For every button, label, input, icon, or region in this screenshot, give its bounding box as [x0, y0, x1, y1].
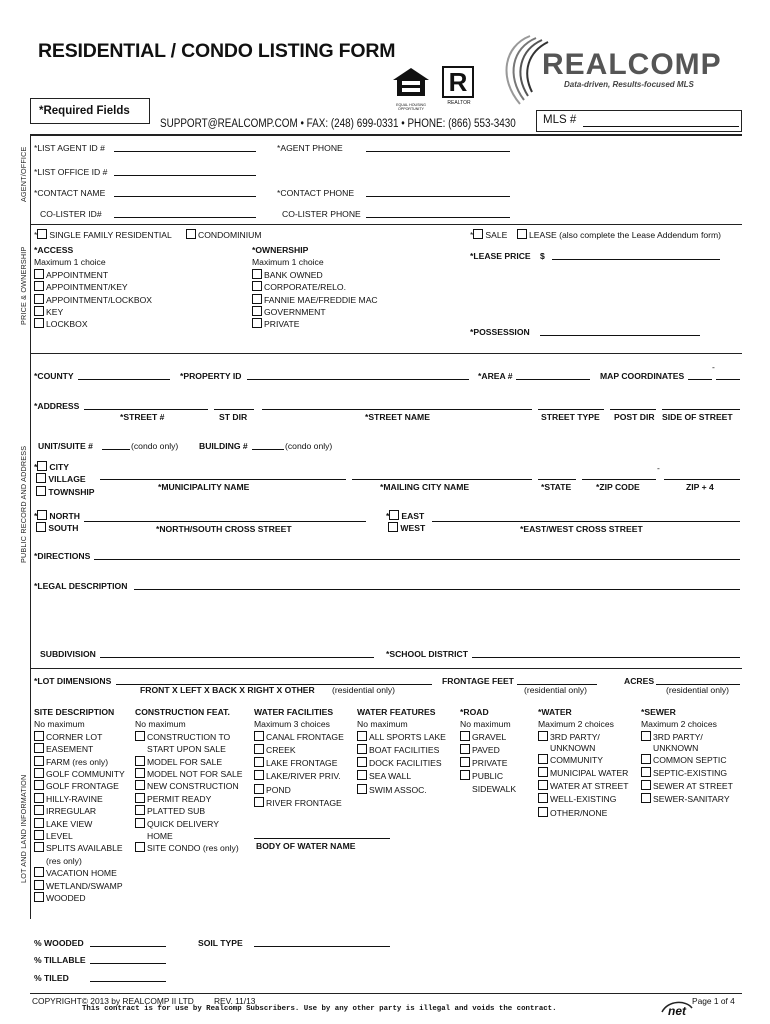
- site-checkbox[interactable]: [34, 743, 44, 753]
- page-number: Page 1 of 4: [692, 996, 735, 1006]
- post-dir-caption: POST DIR: [614, 412, 655, 422]
- unit-suite-label: UNIT/SUITE #: [38, 441, 93, 451]
- agent-phone-label: *AGENT PHONE: [277, 143, 343, 153]
- ns-cross-street-caption: *NORTH/SOUTH CROSS STREET: [156, 524, 292, 534]
- list-office-id-label: *LIST OFFICE ID #: [34, 167, 108, 177]
- road-option-cont: SIDEWALK: [472, 783, 517, 794]
- ownership-checkbox[interactable]: [252, 306, 262, 316]
- township-checkbox[interactable]: [36, 486, 46, 496]
- realcomp-logo: [490, 30, 740, 110]
- road-subtitle: No maximum: [460, 719, 511, 730]
- water-feature-checkbox[interactable]: [357, 757, 367, 767]
- street-number-input[interactable]: [84, 409, 208, 410]
- village-option[interactable]: VILLAGE: [34, 473, 95, 485]
- construction-option-cont: HOME: [147, 831, 173, 842]
- sewer-checkbox[interactable]: [641, 754, 651, 764]
- realcomp-name: REALCOMP: [542, 48, 722, 81]
- construction-checkbox[interactable]: [135, 780, 145, 790]
- road-option[interactable]: PRIVATE: [460, 757, 516, 770]
- water-facility-option[interactable]: CANAL FRONTAGE: [254, 731, 344, 744]
- access-checkbox[interactable]: [34, 294, 44, 304]
- area-label: *AREA #: [478, 371, 513, 381]
- road-checkbox[interactable]: [460, 744, 470, 754]
- colister-id-input[interactable]: [114, 217, 256, 218]
- colister-phone-label: CO-LISTER PHONE: [282, 209, 361, 219]
- list-agent-id-input[interactable]: [114, 151, 256, 152]
- sewer-checkbox[interactable]: [641, 731, 651, 741]
- sewer-group: [641, 706, 733, 807]
- construction-checkbox[interactable]: [135, 731, 145, 741]
- mls-input-line[interactable]: [583, 126, 739, 127]
- access-subtitle: Maximum 1 choice: [34, 257, 106, 268]
- divider-address-top: [30, 353, 742, 354]
- municipality-input[interactable]: [100, 479, 346, 480]
- building-label: BUILDING #: [199, 441, 248, 451]
- water-checkbox[interactable]: [538, 807, 548, 817]
- side-label-address: PUBLIC RECORD AND ADDRESS: [19, 445, 28, 563]
- water-option[interactable]: OTHER/NONE: [538, 807, 628, 820]
- water-facility-checkbox[interactable]: [254, 784, 264, 794]
- contact-phone-label: *CONTACT PHONE: [277, 188, 355, 198]
- east-west-group: [386, 510, 425, 535]
- construction-option[interactable]: SITE CONDO (res only): [135, 842, 243, 854]
- site-checkbox[interactable]: [34, 756, 44, 766]
- road-checkbox[interactable]: [460, 770, 470, 780]
- water-features-subtitle: No maximum: [357, 719, 408, 730]
- sewer-checkbox[interactable]: [641, 780, 651, 790]
- directions-input[interactable]: [94, 559, 740, 560]
- water-option-cont: UNKNOWN: [550, 742, 596, 753]
- lot-dimensions-note: (residential only): [332, 685, 396, 695]
- construction-title: CONSTRUCTION FEAT.: [135, 707, 230, 717]
- road-title: *ROAD: [460, 707, 489, 717]
- street-name-caption: *STREET NAME: [365, 412, 430, 422]
- road-checkbox[interactable]: [460, 731, 470, 741]
- construction-subtitle: No maximum: [135, 719, 186, 730]
- pct-wooded-input[interactable]: [90, 946, 166, 947]
- access-option[interactable]: APPOINTMENT: [34, 269, 152, 281]
- ownership-option[interactable]: CORPORATE/RELO.: [252, 281, 378, 293]
- construction-option[interactable]: PLATTED SUB: [135, 805, 243, 817]
- city-checkbox[interactable]: [37, 461, 47, 471]
- type-condominium[interactable]: CONDOMINIUM: [186, 229, 262, 240]
- site-description-group: [34, 706, 125, 905]
- water-option[interactable]: MUNICIPAL WATER: [538, 767, 628, 780]
- street-number-caption: *STREET #: [120, 412, 165, 422]
- municipality-caption: *MUNICIPALITY NAME: [158, 482, 250, 492]
- zip-input[interactable]: [582, 479, 656, 480]
- road-checkbox[interactable]: [460, 757, 470, 767]
- road-option[interactable]: PUBLIC: [460, 770, 516, 783]
- north-option[interactable]: * NORTH: [34, 511, 80, 521]
- school-district-label: *SCHOOL DISTRICT: [386, 649, 468, 659]
- agent-phone-input[interactable]: [366, 151, 510, 152]
- construction-option[interactable]: NEW CONSTRUCTION: [135, 780, 243, 792]
- condominium-checkbox[interactable]: [186, 229, 196, 239]
- access-checkbox[interactable]: [34, 269, 44, 279]
- sewer-option-cont: UNKNOWN: [653, 742, 699, 753]
- mailing-city-caption: *MAILING CITY NAME: [380, 482, 470, 492]
- water-feature-option[interactable]: ALL SPORTS LAKE: [357, 731, 446, 744]
- possession-label: *POSSESSION: [470, 327, 530, 337]
- ownership-title: *OWNERSHIP: [252, 245, 309, 255]
- construction-option[interactable]: CONSTRUCTION TO: [135, 731, 243, 743]
- side-label-price: PRICE & OWNERSHIP: [19, 246, 28, 325]
- subdivision-input[interactable]: [100, 657, 374, 658]
- property-id-input[interactable]: [247, 379, 469, 380]
- water-facility-checkbox[interactable]: [254, 744, 264, 754]
- water-facilities-subtitle: Maximum 3 choices: [254, 719, 330, 730]
- water-option[interactable]: WELL-EXISTING: [538, 793, 628, 806]
- water-feature-option[interactable]: SEA WALL: [357, 770, 446, 783]
- mailing-city-input[interactable]: [352, 479, 532, 480]
- site-option[interactable]: WETLAND/SWAMP: [34, 880, 125, 892]
- mls-box[interactable]: [536, 110, 742, 132]
- usage-notice: This contract is for use by Realcomp Subscribers. Use by any other party is illegal and voids the contract.: [82, 1005, 557, 1013]
- ownership-option[interactable]: GOVERNMENT: [252, 306, 378, 318]
- site-option[interactable]: CORNER LOT: [34, 731, 125, 743]
- construction-option-cont: START UPON SALE: [147, 744, 226, 755]
- water-facility-checkbox[interactable]: [254, 757, 264, 767]
- divider-agent-top: [30, 134, 742, 136]
- construction-option[interactable]: MODEL FOR SALE: [135, 756, 243, 768]
- water-feature-checkbox[interactable]: [357, 744, 367, 754]
- water-facility-option[interactable]: LAKE/RIVER PRIV.: [254, 770, 344, 783]
- sewer-title: *SEWER: [641, 707, 676, 717]
- site-checkbox[interactable]: [34, 731, 44, 741]
- road-group: [460, 706, 516, 795]
- ownership-checkbox[interactable]: [252, 294, 262, 304]
- site-option[interactable]: HILLY-RAVINE: [34, 793, 125, 805]
- ownership-option[interactable]: PRIVATE: [252, 318, 378, 330]
- water-subtitle: Maximum 2 choices: [538, 719, 614, 730]
- water-facility-option[interactable]: LAKE FRONTAGE: [254, 757, 344, 770]
- water-feature-checkbox[interactable]: [357, 784, 367, 794]
- site-option[interactable]: LAKE VIEW: [34, 818, 125, 830]
- water-feature-checkbox[interactable]: [357, 770, 367, 780]
- sewer-option[interactable]: SEWER-SANITARY: [641, 793, 733, 806]
- sewer-option[interactable]: 3RD PARTY/: [641, 731, 733, 743]
- sewer-option[interactable]: COMMON SEPTIC: [641, 754, 733, 767]
- sewer-checkbox[interactable]: [641, 793, 651, 803]
- school-district-input[interactable]: [472, 657, 740, 658]
- list-agent-id-label: *LIST AGENT ID #: [34, 143, 105, 153]
- water-features-title: WATER FEATURES: [357, 707, 436, 717]
- net-logo: [660, 998, 694, 1024]
- water-facilities-title: WATER FACILITIES: [254, 707, 334, 717]
- water-checkbox[interactable]: [538, 767, 548, 777]
- ownership-checkbox[interactable]: [252, 281, 262, 291]
- listing-lease[interactable]: LEASE (also complete the Lease Addendum form): [517, 229, 721, 240]
- map-coordinates-input-a[interactable]: [688, 379, 712, 380]
- street-dir-caption: ST DIR: [219, 412, 248, 422]
- body-of-water-input[interactable]: [254, 838, 390, 839]
- county-input[interactable]: [78, 379, 170, 380]
- ew-cross-street-input[interactable]: [432, 521, 740, 522]
- side-of-street-caption: SIDE OF STREET: [662, 412, 733, 422]
- east-checkbox[interactable]: [389, 510, 399, 520]
- pct-wooded-label: % WOODED: [34, 938, 84, 948]
- water-facilities-group: [254, 706, 344, 810]
- map-coordinates-dash: -: [712, 362, 715, 372]
- subdivision-label: SUBDIVISION: [40, 649, 96, 659]
- access-title: *ACCESS: [34, 245, 74, 255]
- water-feature-option[interactable]: BOAT FACILITIES: [357, 744, 446, 757]
- construction-group: [135, 706, 243, 855]
- water-title: *WATER: [538, 707, 572, 717]
- colister-phone-input[interactable]: [366, 217, 510, 218]
- frontage-order-caption: FRONT X LEFT X BACK X RIGHT X OTHER: [140, 685, 315, 695]
- site-option[interactable]: WOODED: [34, 892, 125, 904]
- road-option[interactable]: GRAVEL: [460, 731, 516, 744]
- legal-description-label: *LEGAL DESCRIPTION: [34, 581, 128, 591]
- street-name-input[interactable]: [262, 409, 532, 410]
- pct-tillable-label: % TILLABLE: [34, 955, 86, 965]
- listing-sale[interactable]: * SALE: [470, 230, 508, 240]
- water-option[interactable]: WATER AT STREET: [538, 780, 628, 793]
- address-label: *ADDRESS: [34, 401, 80, 411]
- state-caption: *STATE: [541, 482, 572, 492]
- construction-checkbox[interactable]: [135, 793, 145, 803]
- water-feature-option[interactable]: DOCK FACILITIES: [357, 757, 446, 770]
- water-features-group: [357, 706, 446, 797]
- construction-option[interactable]: PERMIT READY: [135, 793, 243, 805]
- mls-label: MLS #: [543, 114, 577, 126]
- construction-checkbox[interactable]: [135, 818, 145, 828]
- construction-checkbox[interactable]: [135, 756, 145, 766]
- area-input[interactable]: [516, 379, 590, 380]
- water-option[interactable]: 3RD PARTY/: [538, 731, 628, 743]
- access-option[interactable]: APPOINTMENT/LOCKBOX: [34, 294, 152, 306]
- south-checkbox[interactable]: [36, 522, 46, 532]
- access-checkbox[interactable]: [34, 306, 44, 316]
- legal-description-input[interactable]: [134, 589, 740, 590]
- pct-tillable-input[interactable]: [90, 963, 166, 964]
- copyright: COPYRIGHT© 2013 by REALCOMP II LTD: [32, 996, 194, 1006]
- lease-price-label: *LEASE PRICE: [470, 251, 531, 261]
- acres-label: ACRES: [624, 676, 655, 686]
- side-label-lot: LOT AND LAND INFORMATION: [19, 774, 28, 883]
- contact-name-input[interactable]: [114, 196, 256, 197]
- zip4-caption: ZIP + 4: [686, 482, 714, 492]
- ownership-checkbox[interactable]: [252, 318, 262, 328]
- soil-type-input[interactable]: [254, 946, 390, 947]
- required-fields-label: *Required Fields: [39, 105, 130, 117]
- lot-dimensions-label: *LOT DIMENSIONS: [34, 676, 112, 686]
- site-option-note: (res only): [46, 855, 82, 866]
- divider-footer: [30, 993, 742, 994]
- map-coordinates-input-b[interactable]: [716, 379, 740, 380]
- building-condo-only: (condo only): [285, 441, 333, 451]
- construction-checkbox[interactable]: [135, 805, 145, 815]
- access-option[interactable]: KEY: [34, 306, 152, 318]
- site-checkbox[interactable]: [34, 818, 44, 828]
- county-label: *COUNTY: [34, 371, 74, 381]
- directions-label: *DIRECTIONS: [34, 551, 91, 561]
- site-checkbox[interactable]: [34, 892, 44, 902]
- site-option[interactable]: LEVEL: [34, 830, 125, 842]
- pct-tiled-input[interactable]: [90, 981, 166, 982]
- ownership-option[interactable]: FANNIE MAE/FREDDIE MAC: [252, 294, 378, 306]
- water-feature-checkbox[interactable]: [357, 731, 367, 741]
- form-title: RESIDENTIAL / CONDO LISTING FORM: [38, 40, 396, 62]
- lease-checkbox[interactable]: [517, 229, 527, 239]
- type-single-family[interactable]: * SINGLE FAMILY RESIDENTIAL: [34, 230, 172, 240]
- water-facility-checkbox[interactable]: [254, 797, 264, 807]
- ownership-subtitle: Maximum 1 choice: [252, 257, 324, 268]
- township-option[interactable]: TOWNSHIP: [34, 486, 95, 498]
- pct-tiled-label: % TILED: [34, 973, 69, 983]
- site-checkbox[interactable]: [34, 805, 44, 815]
- property-id-label: *PROPERTY ID: [180, 371, 242, 381]
- water-checkbox[interactable]: [538, 731, 548, 741]
- sewer-subtitle: Maximum 2 choices: [641, 719, 717, 730]
- state-input[interactable]: [538, 479, 576, 480]
- frontage-feet-note: (residential only): [524, 685, 588, 695]
- access-group: [34, 244, 152, 331]
- lease-price-input[interactable]: [552, 259, 720, 260]
- construction-checkbox[interactable]: [135, 768, 145, 778]
- south-option[interactable]: SOUTH: [34, 522, 80, 534]
- east-option[interactable]: * EAST: [386, 511, 425, 521]
- ownership-option[interactable]: BANK OWNED: [252, 269, 378, 281]
- side-label-agent: AGENT/OFFICE: [19, 146, 28, 202]
- zip-dash: -: [657, 463, 660, 473]
- street-type-caption: STREET TYPE: [541, 412, 600, 422]
- site-description-title: SITE DESCRIPTION: [34, 707, 115, 717]
- water-option[interactable]: COMMUNITY: [538, 754, 628, 767]
- site-checkbox[interactable]: [34, 842, 44, 852]
- ownership-checkbox[interactable]: [252, 269, 262, 279]
- equal-housing-text: EQUAL HOUSING OPPORTUNITY: [396, 103, 426, 111]
- site-option[interactable]: GOLF COMMUNITY: [34, 768, 125, 780]
- municipality-type-group: [34, 461, 95, 498]
- street-dir-input[interactable]: [214, 409, 254, 410]
- water-facility-option[interactable]: CREEK: [254, 744, 344, 757]
- water-facility-checkbox[interactable]: [254, 731, 264, 741]
- site-option[interactable]: IRREGULAR: [34, 805, 125, 817]
- zip4-input[interactable]: [664, 479, 740, 480]
- water-checkbox[interactable]: [538, 780, 548, 790]
- construction-option[interactable]: QUICK DELIVERY: [135, 818, 243, 830]
- site-checkbox[interactable]: [34, 768, 44, 778]
- street-type-input[interactable]: [538, 409, 604, 410]
- zip-caption: *ZIP CODE: [596, 482, 640, 492]
- net-logo-text: net: [668, 1004, 686, 1018]
- post-dir-input[interactable]: [610, 409, 656, 410]
- divider-price-top: [30, 224, 742, 225]
- water-facility-checkbox[interactable]: [254, 770, 264, 780]
- equal-housing-logo: [390, 66, 432, 110]
- construction-option[interactable]: MODEL NOT FOR SALE: [135, 768, 243, 780]
- water-facility-option[interactable]: POND: [254, 784, 344, 797]
- north-checkbox[interactable]: [37, 510, 47, 520]
- body-of-water-caption: BODY OF WATER NAME: [256, 841, 356, 851]
- city-option[interactable]: * CITY: [34, 462, 69, 472]
- possession-input[interactable]: [540, 335, 700, 336]
- acres-note: (residential only): [666, 685, 730, 695]
- access-checkbox[interactable]: [34, 281, 44, 291]
- site-checkbox[interactable]: [34, 780, 44, 790]
- site-checkbox[interactable]: [34, 867, 44, 877]
- access-option[interactable]: APPOINTMENT/KEY: [34, 281, 152, 293]
- revision: REV. 11/13: [214, 996, 256, 1006]
- ownership-group: [252, 244, 378, 331]
- west-option[interactable]: WEST: [386, 522, 425, 534]
- village-checkbox[interactable]: [36, 473, 46, 483]
- water-checkbox[interactable]: [538, 754, 548, 764]
- equal-housing-icon: [390, 66, 432, 98]
- site-checkbox[interactable]: [34, 880, 44, 890]
- site-description-subtitle: No maximum: [34, 719, 85, 730]
- sewer-option[interactable]: SEWER AT STREET: [641, 780, 733, 793]
- required-fields-box: [30, 98, 150, 124]
- single-family-checkbox[interactable]: [37, 229, 47, 239]
- ns-cross-street-input[interactable]: [84, 521, 366, 522]
- site-option[interactable]: GOLF FRONTAGE: [34, 780, 125, 792]
- contact-phone-input[interactable]: [366, 196, 510, 197]
- building-input[interactable]: [252, 449, 284, 450]
- water-facility-option[interactable]: RIVER FRONTAGE: [254, 797, 344, 810]
- map-coordinates-label: MAP COORDINATES: [600, 371, 685, 381]
- realtor-logo: [442, 66, 478, 110]
- site-option[interactable]: VACATION HOME: [34, 867, 125, 879]
- side-of-street-input[interactable]: [662, 409, 740, 410]
- divider-lot-top: [30, 668, 742, 669]
- contact-line: SUPPORT@REALCOMP.COM • FAX: (248) 699-0331 • PHONE: (866) 553-3430: [160, 118, 516, 130]
- sewer-checkbox[interactable]: [641, 767, 651, 777]
- soil-type-label: SOIL TYPE: [198, 938, 243, 948]
- sewer-option[interactable]: SEPTIC-EXISTING: [641, 767, 733, 780]
- water-group: [538, 706, 628, 820]
- road-option[interactable]: PAVED: [460, 744, 516, 757]
- water-feature-option[interactable]: SWIM ASSOC.: [357, 784, 446, 797]
- water-checkbox[interactable]: [538, 793, 548, 803]
- sale-checkbox[interactable]: [473, 229, 483, 239]
- site-checkbox[interactable]: [34, 793, 44, 803]
- site-option[interactable]: EASEMENT: [34, 743, 125, 755]
- frontage-feet-label: FRONTAGE FEET: [442, 676, 514, 686]
- site-option[interactable]: SPLITS AVAILABLE: [34, 842, 125, 854]
- colister-id-label: CO-LISTER ID#: [40, 209, 102, 219]
- unit-condo-only: (condo only): [131, 441, 179, 451]
- north-south-group: [34, 510, 80, 535]
- west-checkbox[interactable]: [388, 522, 398, 532]
- site-checkbox[interactable]: [34, 830, 44, 840]
- contact-name-label: *CONTACT NAME: [34, 188, 106, 198]
- unit-suite-input[interactable]: [102, 449, 130, 450]
- realtor-icon: R: [442, 66, 474, 98]
- realtor-text: REALTOR: [447, 100, 471, 106]
- site-option[interactable]: FARM (res only): [34, 756, 125, 768]
- realcomp-tagline: Data-driven, Results-focused MLS: [564, 80, 694, 89]
- ew-cross-street-caption: *EAST/WEST CROSS STREET: [520, 524, 643, 534]
- access-checkbox[interactable]: [34, 318, 44, 328]
- construction-checkbox[interactable]: [135, 842, 145, 852]
- access-option[interactable]: LOCKBOX: [34, 318, 152, 330]
- list-office-id-input[interactable]: [114, 175, 256, 176]
- dollar-sign: $: [540, 251, 545, 261]
